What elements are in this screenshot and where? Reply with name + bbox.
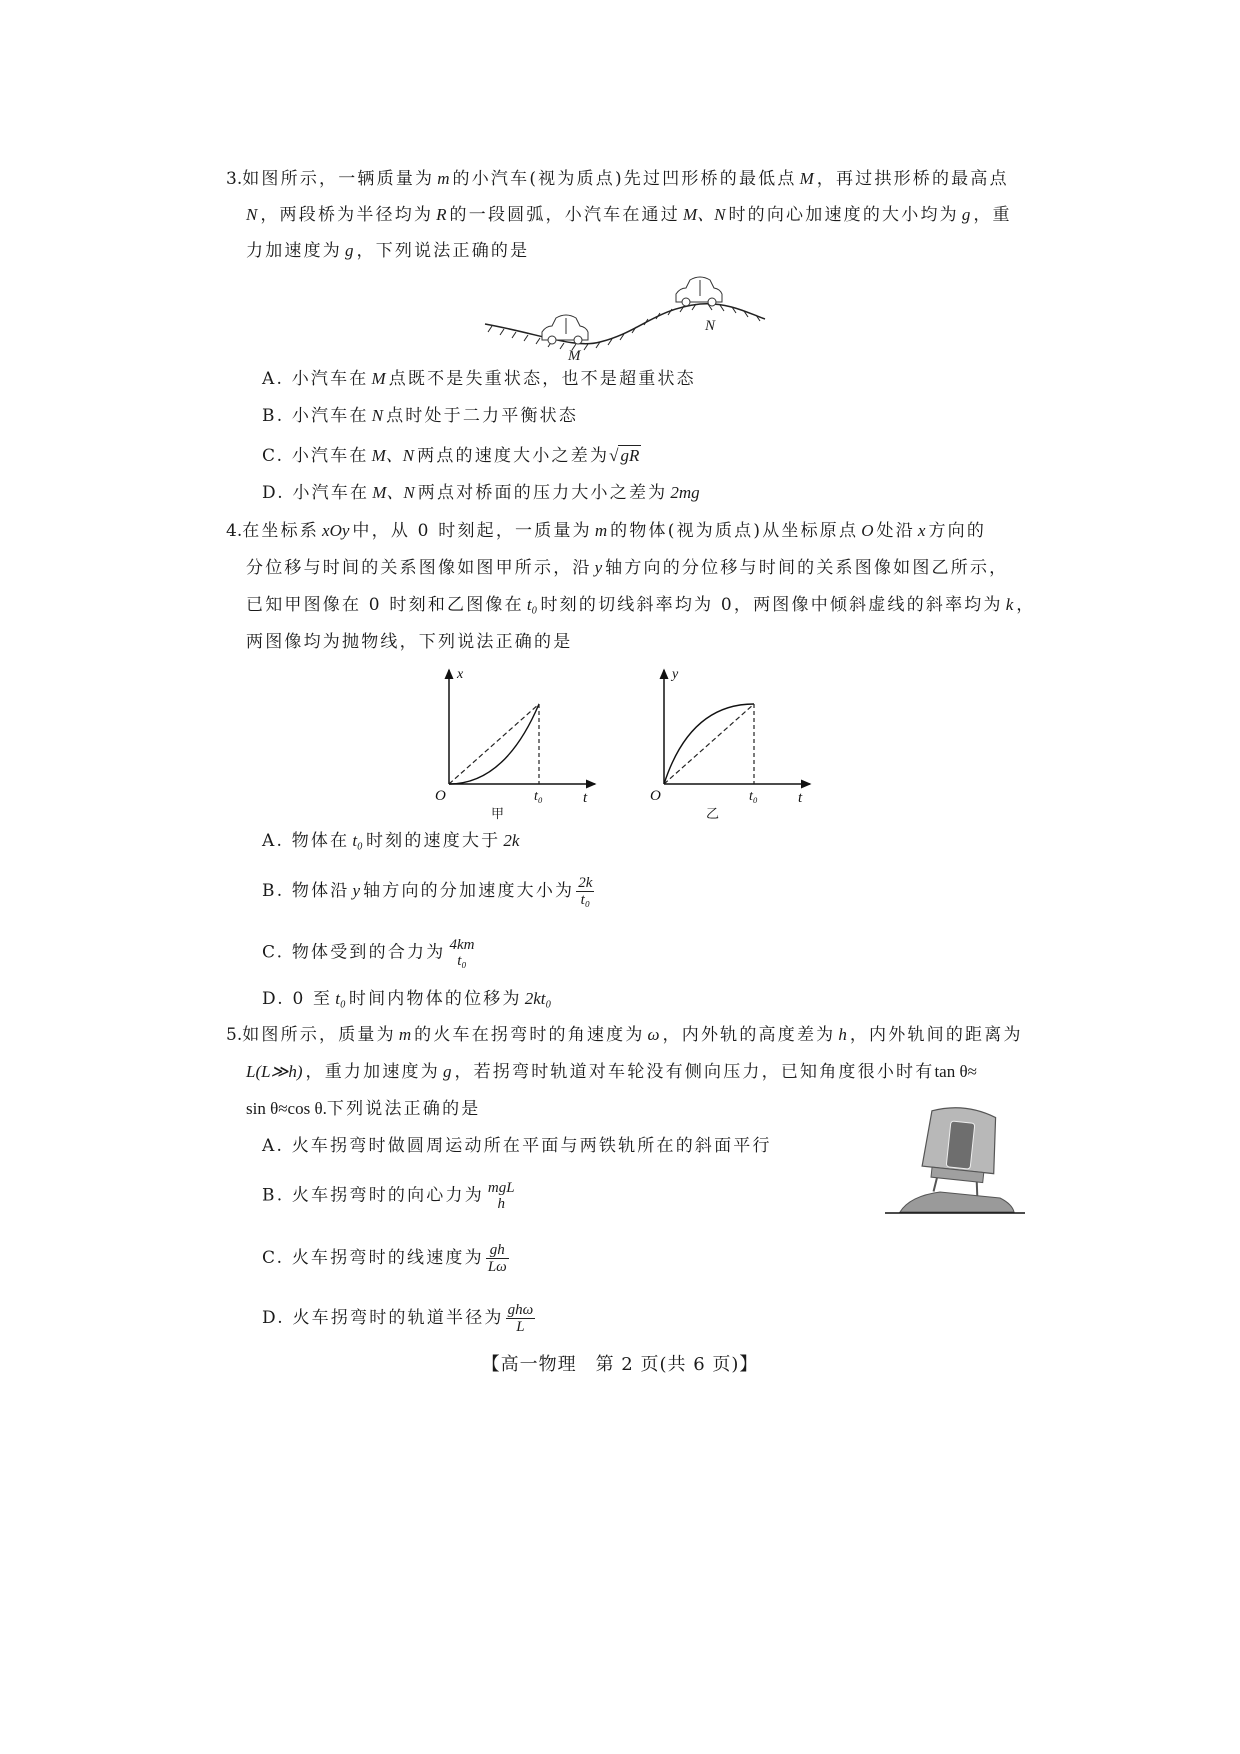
q3-number: 3. xyxy=(226,169,243,189)
q5-option-d[interactable]: D. 火车拐弯时的轨道半径为 $\frac{\text{ghω}}{L}$ xyxy=(262,1302,534,1335)
q4-line-1: 4.在坐标系 xOy 中，从 0 时刻起，一质量为 m 的物体(视为质点)从坐标原点 O 处沿 x 方向的 xyxy=(226,521,987,541)
q5-line-1: 5.如图所示，质量为 m 的火车在拐弯时的角速度为 ω ，内外轨的高度差为 h ，内外轨间的距离为 xyxy=(226,1025,1023,1045)
q5-option-a[interactable]: A. 火车拐弯时做圆周运动所在平面与两铁轨所在的斜面平行 xyxy=(262,1136,772,1156)
svg-text:乙: 乙 xyxy=(706,807,720,820)
train-figure xyxy=(880,1100,1030,1220)
fraction: $\frac{\text{ghω}}{L}$ xyxy=(507,1302,534,1335)
q4-line-3: 已知甲图像在 0 时刻和乙图像在 t₀ 时刻的切线斜率均为 0，两图像中倾斜虚线的斜率均为 k ， xyxy=(246,595,1036,615)
q5-number: 5. xyxy=(226,1025,243,1045)
page-footer: 【高一物理 第 2 页(共 6 页)】 xyxy=(481,1354,759,1375)
car-at-N-icon xyxy=(676,277,722,306)
q4-option-b[interactable]: B. 物体沿 y 轴方向的分加速度大小为 $\frac{2k}{\text{t₀}}$ xyxy=(262,875,593,908)
q5-line-2: L(L≫h) ，重力加速度为 g ，若拐弯时轨道对车轮没有侧向压力，已知角度很小时有tan θ≈ xyxy=(246,1062,977,1082)
q3-line-2: N ，两段桥为半径均为 R 的一段圆弧，小汽车在通过 M、N 时的向心加速度的大小均为 g ，重 xyxy=(246,205,1012,225)
q5-option-c[interactable]: C. 火车拐弯时的线速度为 $\frac{gh}{L\omega}$ xyxy=(262,1242,507,1275)
svg-text:t: t xyxy=(583,790,588,806)
bridge-figure xyxy=(480,274,770,364)
svg-text:t₀: t₀ xyxy=(749,789,758,804)
q4-line-2: 分位移与时间的关系图像如图甲所示，沿 y 轴方向的分位移与时间的关系图像如图乙所示， xyxy=(246,558,1009,578)
car-at-M-icon xyxy=(542,315,588,344)
graph-jia xyxy=(435,660,605,820)
q4-number: 4. xyxy=(226,521,243,541)
q3-line-1: 3.如图所示，一辆质量为 m 的小汽车(视为质点)先过凹形桥的最低点 M ，再过拱形桥的最高点 xyxy=(226,169,1009,189)
q5-option-b[interactable]: B. 火车拐弯时的向心力为 mgL h xyxy=(262,1180,515,1212)
svg-text:M: M xyxy=(568,348,581,364)
graph-jia-plot xyxy=(435,660,605,820)
q3-option-a[interactable]: A. 小汽车在 M 点既不是失重状态，也不是超重状态 xyxy=(262,369,696,389)
fraction: mgL h xyxy=(487,1180,515,1212)
svg-text:t₀: t₀ xyxy=(534,789,543,804)
q3-option-d[interactable]: D. 小汽车在 M、N 两点对桥面的压力大小之差为 2mg xyxy=(262,483,700,503)
svg-text:N: N xyxy=(705,318,716,334)
svg-text:O: O xyxy=(650,788,661,804)
graph-yi-plot xyxy=(650,660,820,820)
q4-line-4: 两图像均为抛物线，下列说法正确的是 xyxy=(246,632,573,652)
train-on-tilted-track-icon xyxy=(880,1100,1030,1220)
svg-text:甲: 甲 xyxy=(491,807,505,820)
graph-yi xyxy=(650,660,820,820)
sqrt-expression: √ gR xyxy=(609,446,640,465)
fraction: $\frac{gh}{L\omega}$ xyxy=(487,1242,507,1275)
svg-text:x: x xyxy=(457,667,464,682)
q4-option-a[interactable]: A. 物体在 t₀ 时刻的速度大于 2k xyxy=(262,831,520,851)
q3-line-3: 力加速度为 g ，下列说法正确的是 xyxy=(246,241,530,261)
fraction: $\frac{2k}{\text{t₀}}$ xyxy=(578,875,593,908)
svg-text:y: y xyxy=(672,667,679,682)
svg-text:t: t xyxy=(798,790,803,806)
svg-text:O: O xyxy=(435,788,446,804)
q4-option-c[interactable]: C. 物体受到的合力为 4km t₀ xyxy=(262,937,475,969)
fraction: 4km t₀ xyxy=(449,937,475,969)
q3-option-b[interactable]: B. 小汽车在 N 点时处于二力平衡状态 xyxy=(262,406,579,426)
q3-option-c[interactable]: C. 小汽车在 M、N 两点的速度大小之差为√ gR xyxy=(262,446,640,466)
bridge-curve-icon xyxy=(480,274,770,364)
q4-option-d[interactable]: D. 0 至 t₀ 时间内物体的位移为 2kt₀ xyxy=(262,989,552,1009)
q5-line-3: sin θ≈cos θ.下列说法正确的是 xyxy=(246,1099,481,1119)
